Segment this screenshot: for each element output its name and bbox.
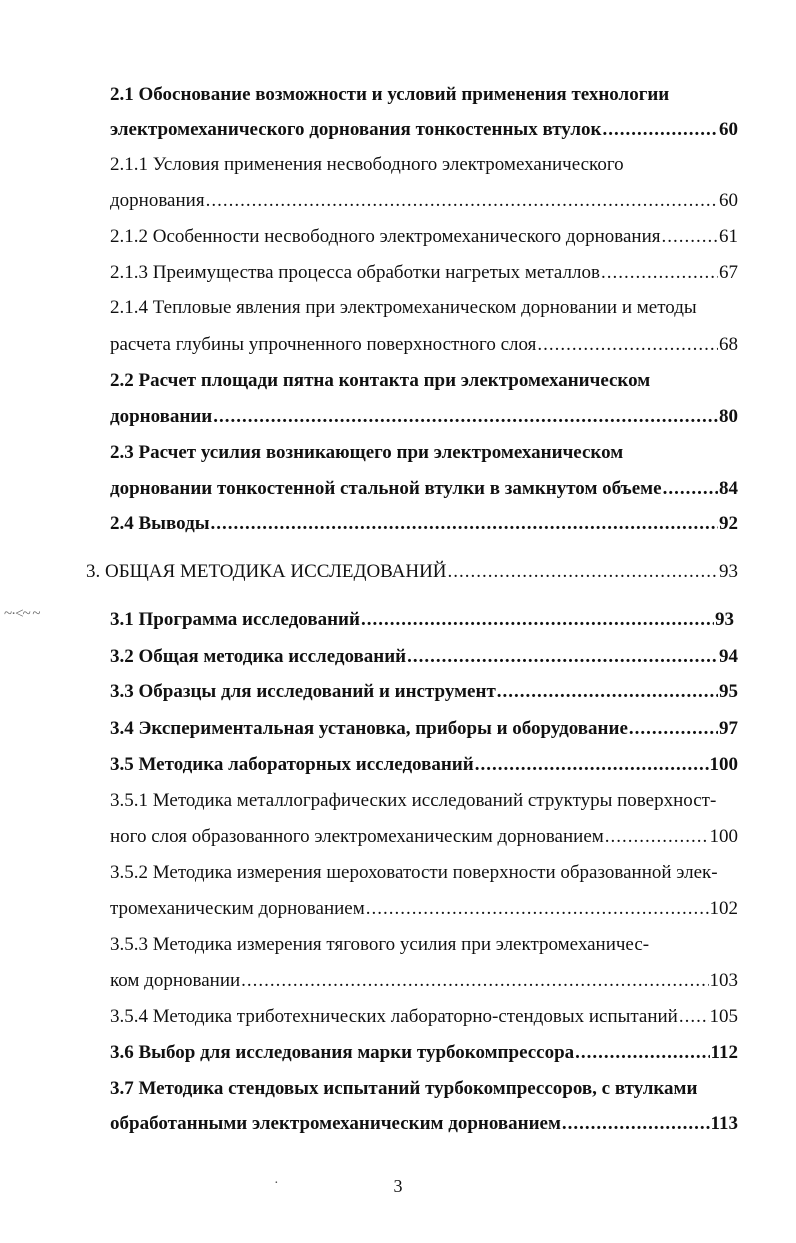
toc-line: 2.1.2 Особенности несвободного электромеханического дорнования ..... 61 bbox=[110, 222, 738, 252]
toc-line: 3.4 Экспериментальная установка, приборы и оборудование ..... 97 bbox=[110, 714, 738, 744]
toc-line: 3.6 Выбор для исследования марки турбокомпрессора ..... 112 bbox=[110, 1038, 738, 1068]
leader-dots bbox=[679, 1002, 709, 1032]
toc-line: 3.5.4 Методика триботехнических лабораторно-стендовых испытаний ..... 105 bbox=[110, 1002, 738, 1032]
page-number: 3 bbox=[393, 1176, 403, 1196]
toc-line: 2.4 Выводы ..... 92 bbox=[110, 509, 738, 539]
leader-dots bbox=[601, 258, 718, 288]
toc-line: 3.5 Методика лабораторных исследований ..... 100 bbox=[110, 750, 738, 780]
toc-line: 2.1.4 Тепловые явления при электромеханическом дорновании и методы bbox=[110, 297, 697, 318]
toc-line: 3.5.3 Методика измерения тягового усилия при электромеханичес- bbox=[110, 934, 650, 955]
leader-dots bbox=[241, 966, 708, 996]
toc-line: 3.2 Общая методика исследований ..... 94 bbox=[110, 642, 738, 672]
leader-dots bbox=[537, 330, 718, 360]
leader-dots bbox=[605, 822, 709, 852]
scan-speck: · bbox=[274, 1176, 279, 1191]
toc-line: дорновании ..... 80 bbox=[110, 402, 738, 432]
toc-line: электромеханического дорнования тонкостенных втулок ..... 60 bbox=[110, 115, 738, 145]
leader-dots bbox=[475, 750, 709, 780]
toc-line: 3.1 Программа исследований ..... 93 bbox=[110, 605, 734, 635]
toc-line: 3.5.2 Методика измерения шероховатости поверхности образованной элек- bbox=[110, 862, 718, 883]
leader-dots bbox=[407, 642, 718, 672]
toc-line: 3.3 Образцы для исследований и инструмент ..... 95 bbox=[110, 677, 738, 707]
toc-line: расчета глубины упрочненного поверхностного слоя ..... 68 bbox=[110, 330, 738, 360]
leader-dots bbox=[206, 186, 718, 216]
toc-line: дорновании тонкостенной стальной втулки в замкнутом объеме ..... 84 bbox=[110, 474, 738, 504]
leader-dots bbox=[213, 402, 718, 432]
toc-line: 3.7 Методика стендовых испытаний турбокомпрессоров, с втулками bbox=[110, 1078, 698, 1099]
leader-dots bbox=[663, 474, 718, 504]
scan-artifact: ~·<~ ~ bbox=[4, 606, 40, 622]
leader-dots bbox=[575, 1038, 709, 1068]
leader-dots bbox=[366, 894, 709, 924]
toc-line: 3.5.1 Методика металлографических исследований структуры поверхност- bbox=[110, 790, 717, 811]
leader-dots bbox=[448, 557, 718, 587]
toc-line-chapter: 3. ОБЩАЯ МЕТОДИКА ИССЛЕДОВАНИЙ ..... 93 bbox=[86, 557, 738, 587]
leader-dots bbox=[497, 677, 718, 707]
leader-dots bbox=[562, 1109, 710, 1139]
leader-dots bbox=[662, 222, 719, 252]
toc-line: 2.1 Обоснование возможности и условий применения технологии bbox=[110, 84, 670, 105]
toc-line: обработанными электромеханическим дорнованием ..... 113 bbox=[110, 1109, 738, 1139]
toc-line: ком дорновании ..... 103 bbox=[110, 966, 738, 996]
toc-line: 2.3 Расчет усилия возникающего при электромеханическом bbox=[110, 442, 624, 463]
toc-line: 2.1.1 Условия применения несвободного электромеханического bbox=[110, 154, 624, 175]
toc-line: тромеханическим дорнованием ..... 102 bbox=[110, 894, 738, 924]
leader-dots bbox=[361, 605, 714, 635]
toc-line: дорнования ..... 60 bbox=[110, 186, 738, 216]
toc-line: 2.2 Расчет площади пятна контакта при электромеханическом bbox=[110, 370, 651, 391]
toc-line: 2.1.3 Преимущества процесса обработки нагретых металлов ..... 67 bbox=[110, 258, 738, 288]
toc-line: ного слоя образованного электромеханическим дорнованием ..... 100 bbox=[110, 822, 738, 852]
leader-dots bbox=[602, 115, 718, 145]
leader-dots bbox=[629, 714, 718, 744]
leader-dots bbox=[211, 509, 718, 539]
